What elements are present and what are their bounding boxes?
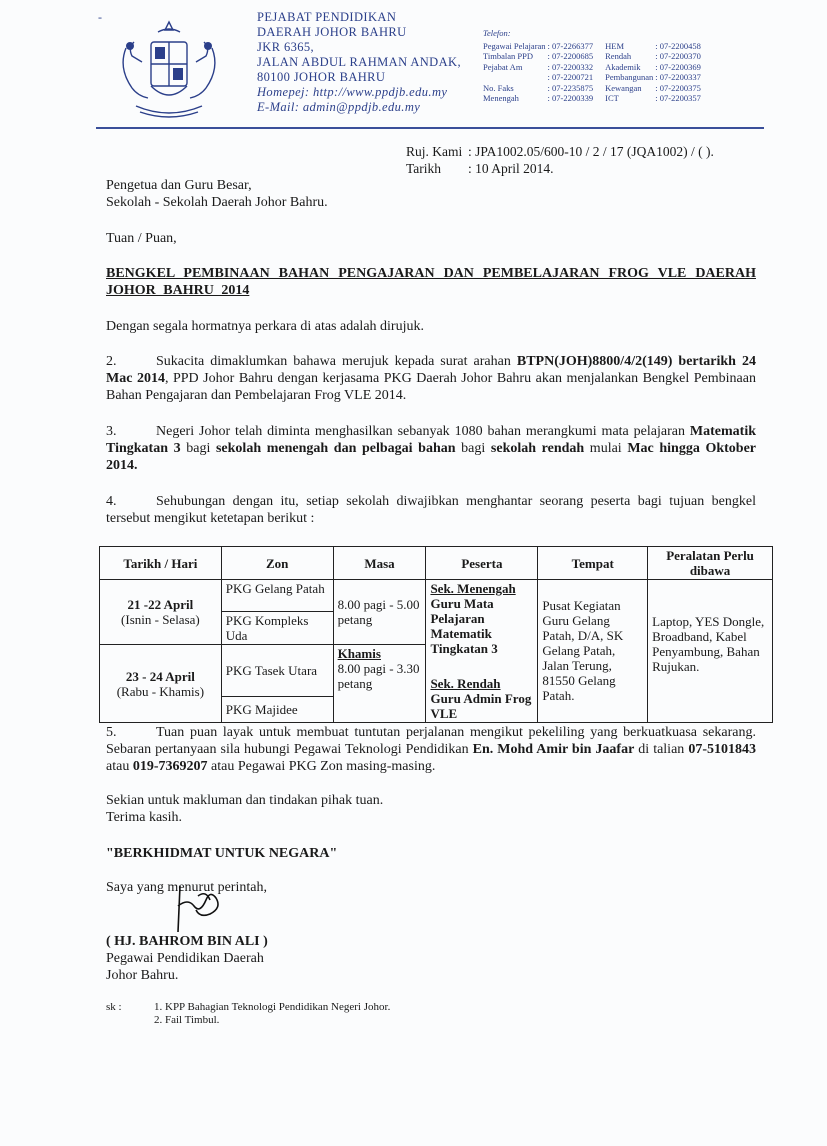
date-range: 21 -22 April (127, 597, 194, 612)
telefon-label: Telefon: (483, 28, 511, 38)
tarikh-label: Tarikh (406, 161, 442, 176)
paragraph-4 (106, 493, 756, 527)
letterhead-divider (96, 127, 764, 129)
masa-cell (333, 645, 426, 723)
date-cell (100, 580, 222, 645)
crest-logo (106, 18, 232, 124)
motto: "BERKHIDMAT UNTUK NEGARA" (106, 846, 338, 861)
cc-block (106, 1001, 390, 1027)
table-row (100, 580, 773, 612)
paragraph-3 (106, 423, 756, 474)
para-text: di talian (634, 742, 689, 757)
circular-ref: BTPN(JOH)8800/4/2(149) bertarikh 24 Mac 2014 (106, 354, 756, 386)
recipient-line: Sekolah - Sekolah Daerah Johor Bahru. (106, 195, 328, 210)
contact-phone: 07-5101843 (688, 742, 756, 757)
peralatan-cell: Laptop, YES Dongle, Broadband, Kabel Penyambung, Bahan Rujukan. (648, 580, 773, 723)
para-number: 3. (106, 424, 117, 439)
phone-directory (483, 28, 703, 104)
peserta-text: Guru Mata Pelajaran Matematik Tingkatan 3 (430, 596, 498, 656)
para-text: Tuan puan layak untuk membuat tuntutan perjalanan mengikut pekeliling yang berkuatkuasa sekarang. Sebaran pertanyaan sila hubungi Pegawai Teknologi Pendidikan (106, 725, 756, 757)
cc-item: 2. Fail Timbul. (154, 1014, 220, 1026)
contact-phone: 019-7369207 (132, 759, 208, 774)
tempat-cell: Pusat Kegiatan Guru Gelang Patah, D/A, SK Gelang Patah, Jalan Terung, 81550 Gelang Patah. (538, 580, 648, 723)
masa-text: 8.00 pagi - 3.30 petang (337, 661, 420, 691)
para-text: Sehubungan dengan itu, setiap sekolah diwajibkan menghantar seorang peserta bagi tujuan bengkel tersebut mengikut ketetapan berikut : (106, 494, 756, 526)
para-text: atau (106, 759, 133, 774)
homepage-link[interactable]: Homepej: http://www.ppdjb.edu.my (257, 85, 448, 99)
masa-label: Khamis (337, 646, 381, 661)
signer-title: Johor Bahru. (106, 968, 179, 983)
coat-of-arms-icon (106, 18, 232, 124)
column-header: Masa (333, 547, 426, 580)
day-range: (Rabu - Khamis) (116, 683, 205, 699)
column-header: Peserta (426, 547, 538, 580)
subject-bold: Matematik Tingkatan 3 (106, 424, 756, 456)
salutation: Tuan / Puan, (106, 231, 177, 246)
signoff: Saya yang menurut perintah, (106, 880, 267, 895)
recipient (106, 177, 756, 211)
zone-cell: PKG Majidee (221, 697, 333, 723)
peserta-text: Guru Admin Frog VLE (430, 691, 532, 721)
peserta-label: Sek. Menengah (430, 581, 516, 596)
peserta-label: Sek. Rendah (430, 676, 501, 691)
zone-cell: PKG Kompleks Uda (221, 612, 333, 645)
period-bold: Mac hingga Oktober 2014. (106, 441, 756, 473)
signer-title: Pegawai Pendidikan Daerah (106, 951, 264, 966)
day-range: (Isnin - Selasa) (121, 612, 200, 627)
org-address (257, 10, 477, 115)
closing-line: Sekian untuk makluman dan tindakan pihak tuan. (106, 793, 384, 808)
peserta-cell (426, 580, 538, 723)
org-line: 80100 JOHOR BAHRU (257, 70, 386, 84)
para-text: bagi (180, 441, 216, 456)
schedule-table (99, 546, 773, 723)
column-header: Tarikh / Hari (100, 547, 222, 580)
org-line: DAERAH JOHOR BAHRU (257, 25, 407, 39)
column-header: Tempat (538, 547, 648, 580)
ruj-value: : JPA1002.05/600-10 / 2 / 17 (JQA1002) / ( ). (468, 144, 714, 159)
para-text: Sukacita dimaklumkan bahawa merujuk kepada surat arahan (156, 354, 517, 369)
para-text: Negeri Johor telah diminta menghasilkan sebanyak 1080 bahan merangkumi mata pelajaran (156, 424, 690, 439)
date-cell (100, 645, 222, 723)
paragraph-5 (106, 724, 756, 775)
cc-label: sk : (106, 1001, 122, 1013)
closing-line: Terima kasih. (106, 810, 182, 825)
org-line: JALAN ABDUL RAHMAN ANDAK, (257, 55, 461, 69)
masa-cell: 8.00 pagi - 5.00 petang (333, 580, 426, 645)
signature (168, 876, 238, 936)
para-number: 2. (106, 354, 117, 369)
zone-cell: PKG Gelang Patah (221, 580, 333, 612)
paragraph-2 (106, 353, 756, 404)
para-text: mulai (584, 441, 628, 456)
reference-block (406, 143, 714, 177)
school-type-bold: sekolah rendah (490, 441, 585, 456)
para-text: , PPD Johor Bahru dengan kerjasama PKG Daerah Johor Bahru akan menjalankan Bengkel Pembinaan Bahan Pengajaran dan Pembelajaran Frog VLE 2014. (106, 371, 756, 403)
para-text: bagi (455, 441, 491, 456)
table-header-row (100, 547, 773, 580)
ruj-label: Ruj. Kami (406, 144, 463, 159)
recipient-line: Pengetua dan Guru Besar, (106, 178, 252, 193)
opening-line: Dengan segala hormatnya perkara di atas adalah dirujuk. (106, 319, 424, 334)
column-header: Zon (221, 547, 333, 580)
closing (106, 792, 756, 826)
org-line: JKR 6365, (257, 40, 315, 54)
tarikh-value: : 10 April 2014. (468, 161, 554, 176)
para-text: atau Pegawai PKG Zon masing-masing. (207, 759, 436, 774)
phone-table: Pegawai Pelajaran : 07-2266377 HEM : 07-2200458 Timbalan PPD : 07-2200685 Rendah : 07-2200370 Pejabat Am : 07-2200332 Akademik : 07-2200369 : 07-2200721 Pembangunan : 07-2200337 No. Faks : 07-2235875 Kewangan : 07-2200375 Menengah : 07-2200339 ICT : 07-2200357 (483, 40, 701, 103)
signer-block (106, 933, 756, 984)
date-range: 23 - 24 April (125, 668, 195, 684)
subject-heading: BENGKEL PEMBINAAN BAHAN PENGAJARAN DAN PEMBELAJARAN FROG VLE DAERAH JOHOR BAHRU 2014 (106, 266, 756, 298)
school-type-bold: sekolah menengah dan pelbagai bahan (215, 441, 456, 456)
para-number: 4. (106, 494, 117, 509)
signature-icon (168, 876, 238, 936)
para-number: 5. (106, 725, 117, 740)
signer-name: ( HJ. BAHROM BIN ALI ) (106, 934, 268, 949)
column-header: Peralatan Perlu dibawa (648, 547, 773, 580)
contact-name: En. Mohd Amir bin Jaafar (472, 742, 635, 757)
zone-cell: PKG Tasek Utara (221, 645, 333, 697)
email-link[interactable]: E-Mail: admin@ppdjb.edu.my (257, 100, 421, 114)
org-line: PEJABAT PENDIDIKAN (257, 10, 397, 24)
cc-item: 1. KPP Bahagian Teknologi Pendidikan Negeri Johor. (154, 1001, 391, 1013)
letterhead-dash: - (98, 10, 103, 24)
